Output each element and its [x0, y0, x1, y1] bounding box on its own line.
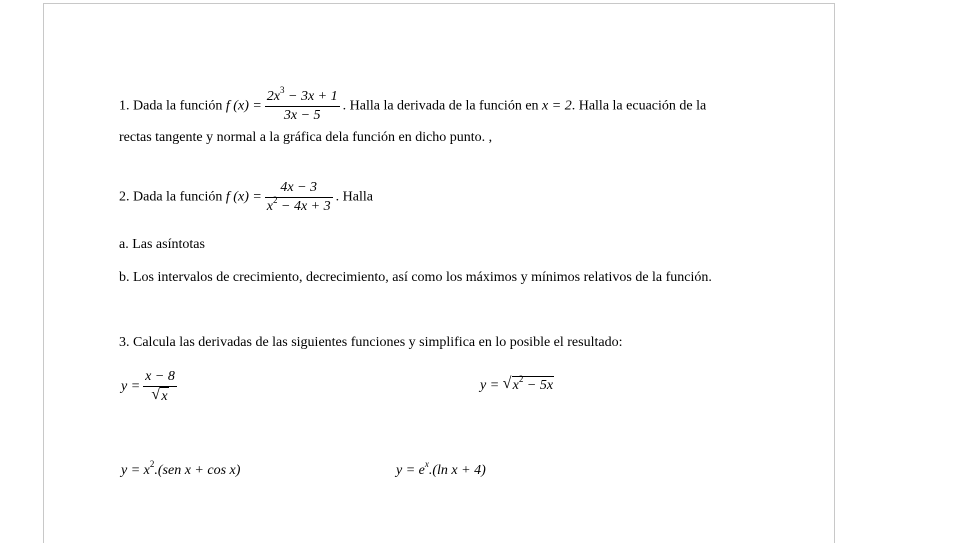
problem-1-line-1: [119, 85, 707, 125]
problem-3-formula-2: y = √ $x^2 - 5x$: [480, 374, 554, 393]
problem-1-point: x = 2: [542, 98, 572, 114]
document-page: [43, 3, 835, 543]
problem-1-function-lhs: f (x) =: [225, 98, 262, 114]
problem-1-line-2: rectas tangente y normal a la gráfica dela función en dicho punto. ,: [119, 130, 493, 145]
problem-2-line-1: [119, 179, 373, 216]
problem-1-intro: 1. Dada la función: [119, 98, 223, 114]
problem-1-middle-text: . Halla la derivada de la función en: [342, 98, 539, 114]
problem-2-item-a: a. Las asíntotas: [119, 237, 205, 252]
problem-1-end-text: . Halla la ecuación de la: [571, 98, 707, 114]
problem-2-item-b: b. Los intervalos de crecimiento, decrecimiento, así como los máximos y mínimos relativos de la función.: [119, 270, 712, 285]
problem-2-end-text: . Halla: [335, 189, 373, 205]
problem-2-intro: 2. Dada la función: [119, 189, 223, 205]
problem-3-formula-3: $y = x^2.(sen$ x + cos x): [121, 459, 241, 478]
problem-3-intro: 3. Calcula las derivadas de las siguientes funciones y simplifica en lo posible el resultado:: [119, 335, 623, 350]
problem-2-fraction: $\frac{4x - 3}{x^2 - 4x + 3}$: [266, 180, 331, 214]
problem-2-function-lhs: f (x) =: [225, 189, 262, 205]
problem-1-fraction: $\frac{2x^3 - 3x + 1}{3x - 5}$: [266, 85, 338, 123]
problem-3-formula-4: $y = e^x.(\ln$ x + 4): [396, 459, 486, 478]
problem-3-formula-1: y = x − 8 √ x: [121, 369, 175, 404]
